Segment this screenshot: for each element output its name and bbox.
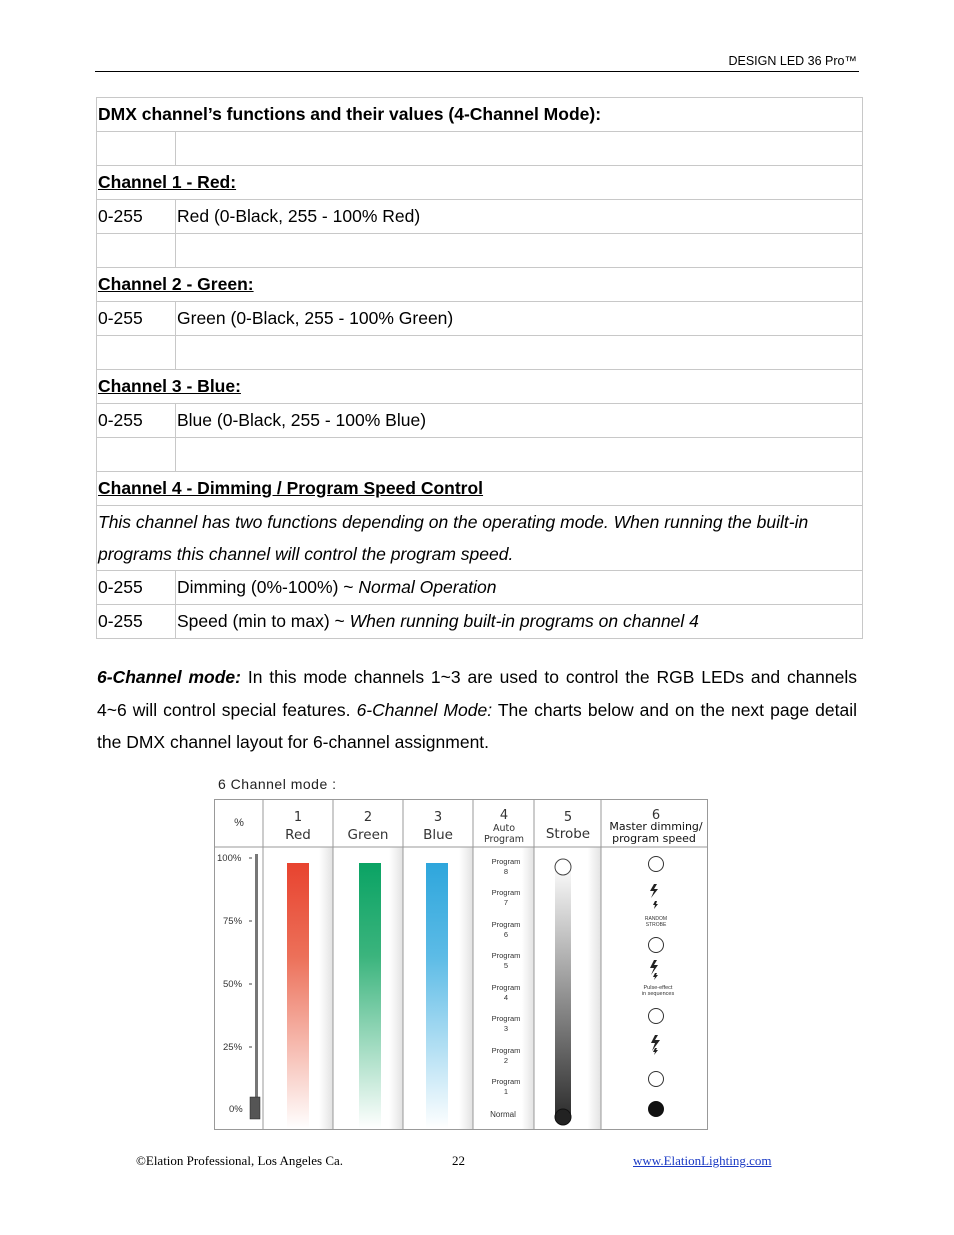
random-strobe-line-1: RANDOM	[644, 916, 668, 922]
col-6-name2: program speed	[612, 832, 696, 845]
tick-75: 75%	[223, 916, 243, 927]
program-2-label: Program	[491, 1046, 521, 1055]
program-6-label: Program	[491, 920, 521, 929]
fader-knob	[250, 1097, 260, 1119]
channel-4-speed-desc: Speed (min to max) ~ When running built-in programs on channel 4	[176, 605, 863, 639]
col-4-name2: Program	[483, 834, 525, 845]
spacer-row	[97, 336, 863, 370]
pulse-effect-line-2: in sequences	[641, 991, 675, 997]
col-1-num: 1	[293, 810, 303, 825]
tick-100: 100%	[217, 853, 242, 864]
program-4-num: 4	[503, 993, 509, 1002]
program-6-num: 6	[503, 930, 509, 939]
random-strobe-line-2: STROBE	[645, 922, 667, 928]
program-1-label: Program	[491, 1077, 521, 1086]
col-6-name: Master dimming/	[609, 820, 703, 833]
program-5-label: Program	[491, 951, 521, 960]
pulse-effect-line-1: Pulse-effect	[643, 985, 673, 991]
normal-label: Normal	[490, 1110, 516, 1119]
program-8-num: 8	[503, 867, 509, 876]
spacer-row	[97, 234, 863, 268]
program-7-num: 7	[503, 898, 509, 907]
tick-0: 0%	[229, 1104, 243, 1115]
program-4-label: Program	[491, 983, 521, 992]
channel-3-value: 0-255	[97, 404, 176, 438]
program-7-label: Program	[491, 888, 521, 897]
circle-icon	[649, 1009, 664, 1024]
col-4-num: 4	[499, 808, 509, 823]
channel-1-title: Channel 1 - Red:	[97, 166, 863, 200]
red-gradient-bar	[287, 863, 309, 1129]
document-header-title: DESIGN LED 36 Pro™	[728, 54, 857, 68]
six-channel-paragraph: 6-Channel mode: In this mode channels 1~3 are used to control the RGB LEDs and channels 4~6 will control special features. 6-Channel Mode: The charts below and on the next page detail the DMX channel layout for 6-channel assignment.	[97, 667, 858, 752]
tick-50: 50%	[223, 979, 243, 990]
table-row	[97, 605, 863, 639]
channel-4-description: This channel has two functions depending on the operating mode. When running the built-in programs this channel will control the program speed.	[97, 506, 863, 571]
channel-4-dimming-value: 0-255	[97, 571, 176, 605]
channel-4-speed-value: 0-255	[97, 605, 176, 639]
col-3-num: 3	[433, 810, 443, 825]
program-3-num: 3	[503, 1024, 509, 1033]
col-1-name: Red	[285, 827, 311, 843]
table-row	[97, 200, 863, 234]
channel-4-dimming-desc: Dimming (0%-100%) ~ Normal Operation	[176, 571, 863, 605]
channel-1-desc: Red (0-Black, 255 - 100% Red)	[176, 200, 863, 234]
table-row	[97, 404, 863, 438]
channel-2-value: 0-255	[97, 302, 176, 336]
footer-copyright: ©Elation Professional, Los Angeles Ca.	[136, 1153, 344, 1168]
header-rule	[95, 71, 859, 72]
tick-25: 25%	[223, 1042, 243, 1053]
program-3-label: Program	[491, 1014, 521, 1023]
fader-track	[255, 854, 258, 1109]
circle-icon	[649, 857, 664, 872]
filled-circle-icon	[649, 1102, 664, 1117]
channel-3-desc: Blue (0-Black, 255 - 100% Blue)	[176, 404, 863, 438]
col-2-num: 2	[363, 810, 373, 825]
table-row	[97, 302, 863, 336]
col-3-name: Blue	[423, 827, 453, 843]
blue-gradient-bar	[426, 863, 448, 1129]
circle-icon	[649, 1072, 664, 1087]
program-1-num: 1	[503, 1087, 509, 1096]
percent-header: %	[234, 817, 244, 829]
strobe-gradient-bar	[555, 862, 571, 1122]
program-8-label: Program	[491, 857, 521, 866]
spacer-row	[97, 438, 863, 472]
strobe-bottom-circle	[555, 1109, 571, 1125]
dmx-4-channel-table	[96, 97, 863, 639]
col-6-num: 6	[651, 808, 661, 823]
green-gradient-bar	[359, 863, 381, 1129]
circle-icon	[649, 938, 664, 953]
program-2-num: 2	[503, 1056, 509, 1065]
table-row	[97, 571, 863, 605]
col-5-name: Strobe	[545, 826, 591, 842]
six-channel-chart	[214, 799, 708, 1130]
col-5-num: 5	[563, 810, 573, 825]
channel-1-value: 0-255	[97, 200, 176, 234]
program-labels	[490, 857, 520, 1119]
channel-2-title: Channel 2 - Green:	[97, 268, 863, 302]
figure-caption: 6 Channel mode :	[218, 776, 337, 792]
channel-4-title: Channel 4 - Dimming / Program Speed Control	[97, 472, 863, 506]
footer-website-link[interactable]: www.ElationLighting.com	[633, 1153, 772, 1168]
table-heading: DMX channel’s functions and their values (4-Channel Mode):	[97, 98, 863, 132]
program-5-num: 5	[503, 961, 509, 970]
col-2-name: Green	[347, 827, 389, 843]
footer-page-number: 22	[452, 1153, 465, 1168]
spacer-row	[97, 132, 863, 166]
channel-2-desc: Green (0-Black, 255 - 100% Green)	[176, 302, 863, 336]
strobe-top-circle	[555, 859, 571, 875]
col-4-name: Auto	[492, 823, 516, 834]
channel-3-title: Channel 3 - Blue:	[97, 370, 863, 404]
